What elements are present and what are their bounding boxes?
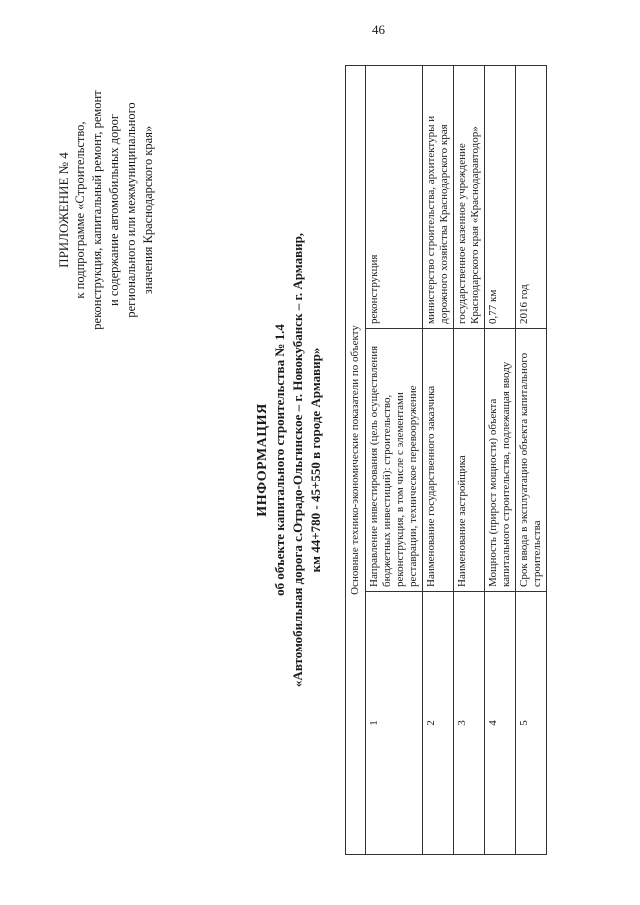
row-label: Срок ввода в эксплуатацию объекта капитального строительства — [516, 329, 547, 592]
table-header: Основные технико-экономические показатели по объекту — [346, 66, 366, 855]
row-number: 4 — [485, 592, 516, 855]
rotated-document-body — [45, 65, 615, 855]
row-label: Наименование застройщика — [454, 329, 485, 592]
row-value: реконструкция — [366, 66, 423, 329]
info-subtitle-line: км 44+780 - 45+550 в городе Армавир» — [308, 347, 323, 573]
info-subtitle-line: об объекте капитального строительства № 1.4 — [272, 324, 287, 596]
info-title: ИНФОРМАЦИЯ — [255, 403, 270, 517]
appendix-line: реконструкция, капитальный ремонт, ремонт — [90, 90, 104, 330]
appendix-line: регионального или межмуниципального — [124, 102, 138, 318]
table-row — [485, 66, 516, 855]
info-heading — [255, 65, 325, 855]
table-row — [366, 66, 423, 855]
indicators-table — [345, 65, 547, 855]
row-number: 2 — [423, 592, 454, 855]
appendix-line: и содержание автомобильных дорог — [107, 114, 121, 306]
table-header-row — [346, 66, 366, 855]
page-number: 46 — [372, 22, 385, 37]
appendix-title: ПРИЛОЖЕНИЕ № 4 — [56, 152, 71, 268]
appendix-line: значения Краснодарского края» — [141, 125, 155, 295]
table-row — [423, 66, 454, 855]
row-number: 1 — [366, 592, 423, 855]
appendix-line: к подпрограмме «Строительство, — [73, 121, 87, 299]
row-value: министерство строительства, архитектуры и дорожного хозяйства Краснодарского края — [423, 66, 454, 329]
row-value: государственное казенное учреждение Краснодарского края «Краснодаравтодор» — [454, 66, 485, 329]
table-row — [516, 66, 547, 855]
indicators-table-wrapper — [345, 65, 547, 855]
info-subtitle-line: «Автомобильная дорога с.Отрадо-Ольгинское – г. Новокубанск – г. Армавир, — [290, 232, 305, 688]
row-value: 2016 год — [516, 66, 547, 329]
row-number: 5 — [516, 592, 547, 855]
row-number: 3 — [454, 592, 485, 855]
appendix-block — [55, 65, 157, 355]
row-label: Направление инвестирования (цель осуществления бюджетных инвестиций): строительство, реконструкция, в том числе с элементами реставрации, техническое перевооружение — [366, 329, 423, 592]
table-row — [454, 66, 485, 855]
row-value: 0,77 км — [485, 66, 516, 329]
row-label: Наименование государственного заказчика — [423, 329, 454, 592]
row-label: Мощность (прирост мощности) объекта капитального строительства, подлежащая вводу — [485, 329, 516, 592]
